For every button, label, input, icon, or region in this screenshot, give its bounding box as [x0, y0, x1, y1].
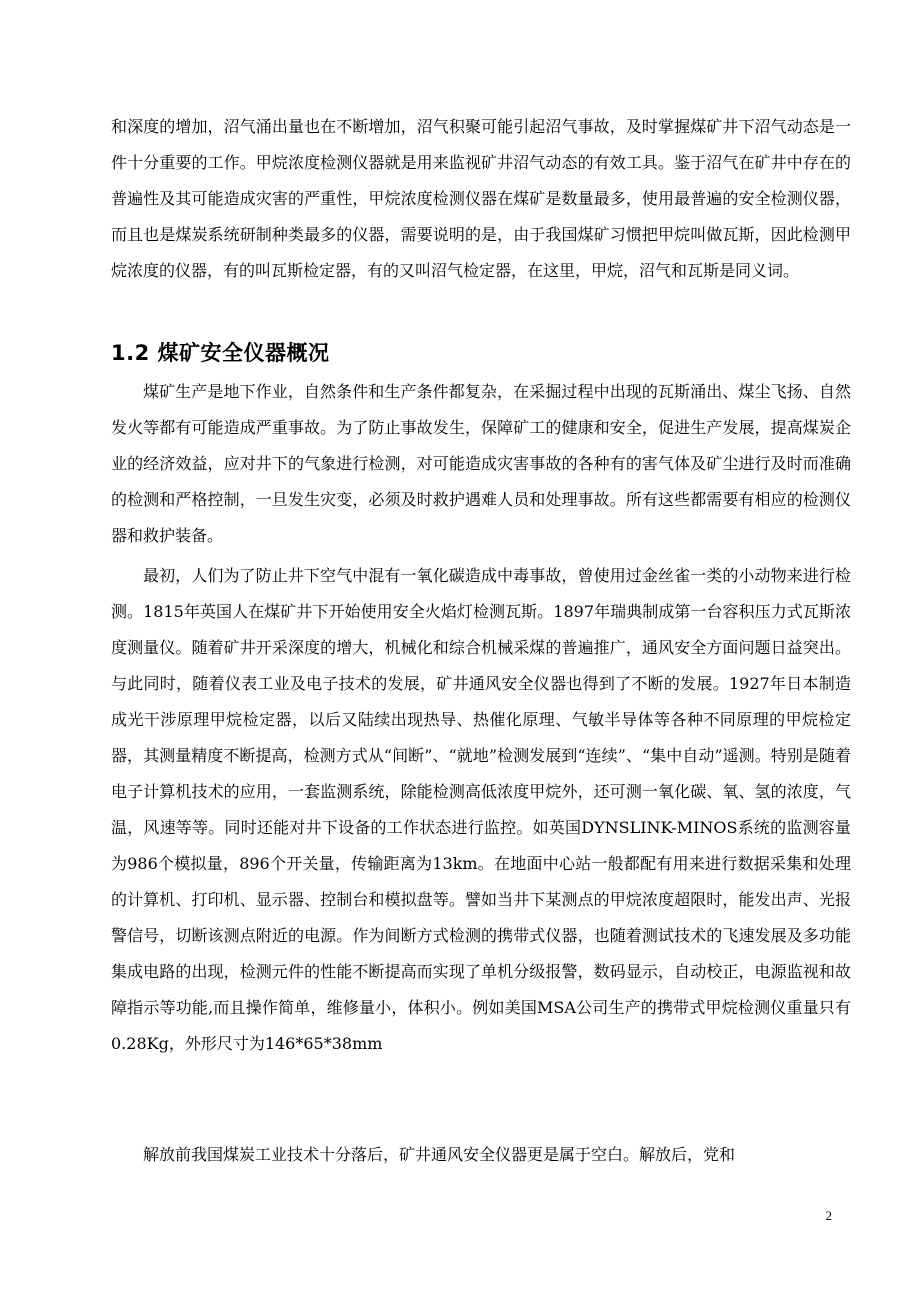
paragraph-history: 最初，人们为了防止井下空气中混有一氧化碳造成中毒事故，曾使用过金丝雀一类的小动物来进行检测。1815年英国人在煤矿井下开始使用安全火焰灯检测瓦斯。1897年瑞典制成第一台容积压力式瓦斯浓度测量仪。随着矿井开采深度的增大，机械化和综合机械采煤的普遍推广，通风安全方面问题日益突出。与此同时，随着仪表工业及电子技术的发展，矿井通风安全仪器也得到了不断的发展。1927年日本制造成光干涉原理甲烷检定器，以后又陆续出现热导、热催化原理、气敏半导体等各种不同原理的甲烷检定器，其测量精度不断提高，检测方式从“间断”、“就地”检测发展到“连续”、“集中自动”遥测。特别是随着电子计算机技术的应用，一套监测系统，除能检测高低浓度甲烷外，还可测一氧化碳、氧、氢的浓度，气温，风速等等。同时还能对井下设备的工作状态进行监控。如英国DYNSLINK-MINOS系统的监测容量为986个模拟量，896个开关量，传输距离为13km。在地面中心站一般都配有用来进行数据采集和处理的计算机、打印机、显示器、控制台和模拟盘等。譬如当井下某测点的甲烷浓度超限时，能发出声、光报警信号，切断该测点附近的电源。作为间断方式检测的携带式仪器，也随着测试技术的飞速发展及多功能集成电路的出现，检测元件的性能不断提高而实现了单机分级报警，数码显示，自动校正，电源监视和故障指示等功能,而且操作简单，维修量小，体积小。例如美国MSA公司生产的携带式甲烷检测仪重量只有0.28Kg，外形尺寸为146*65*38mm [111, 566, 851, 1053]
paragraph-overview: 煤矿生产是地下作业，自然条件和生产条件都复杂，在采掘过程中出现的瓦斯涌出、煤尘飞扬、自然发火等都有可能造成严重事故。为了防止事故发生，保障矿工的健康和安全，促进生产发展，提高煤炭企业的经济效益，应对井下的气象进行检测，对可能造成灾害事故的各种有的害气体及矿尘进行及时而准确的检测和严格控制，一旦发生灾变，必须及时救护遇难人员和处理事故。所有这些都需要有相应的检测仪器和救护装备。 [111, 382, 851, 545]
paragraph-intro: 和深度的增加，沼气涌出量也在不断增加，沼气积聚可能引起沼气事故，及时掌握煤矿井下沼气动态是一件十分重要的工作。甲烷浓度检测仪器就是用来监视矿井沼气动态的有效工具。鉴于沼气在矿井中存在的普遍性及其可能造成灾害的严重性，甲烷浓度检测仪器在煤矿是数量最多，使用最普遍的安全检测仪器，而且也是煤炭系统研制种类最多的仪器，需要说明的是，由于我国煤矿习惯把甲烷叫做瓦斯，因此检测甲烷浓度的仪器，有的叫瓦斯检定器，有的又叫沼气检定器，在这里，甲烷，沼气和瓦斯是同义词。 [111, 117, 851, 280]
paragraph-china: 解放前我国煤炭工业技术十分落后，矿井通风安全仪器更是属于空白。解放后，党和 [143, 1145, 736, 1164]
section-heading: 1.2 煤矿安全仪器概况 [111, 341, 330, 365]
page-number: 2 [825, 1208, 832, 1223]
